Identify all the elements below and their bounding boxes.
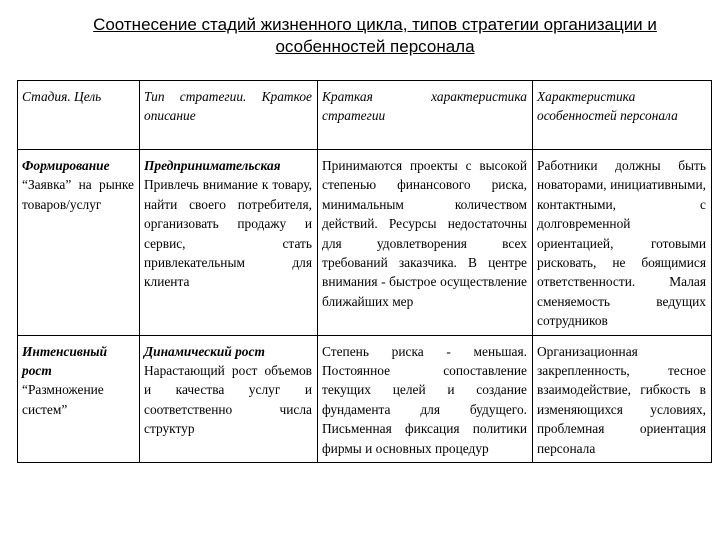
strategy-cell: [140, 335, 318, 462]
table-row: [18, 335, 712, 462]
strategy-title: Динамический рост: [144, 343, 265, 359]
header-stage: Стадия. Цель: [18, 81, 140, 150]
header-strategy-type: Тип стратегии. Краткое описание: [140, 81, 318, 150]
characteristic-cell: Принимаются проекты с высокой степенью финансового риска, минимальным количеством действий. Ресурсы недостаточны для удовлетворения всех требований заказчика. В центре внимания - быстрое осуществление ближайших мер: [318, 150, 533, 336]
stage-title: Формирование: [22, 158, 110, 173]
stage-cell: [18, 335, 140, 462]
stage-goal: “Заявка” на рынке товаров/услуг: [22, 177, 134, 212]
table-header-row: [18, 81, 712, 150]
personnel-cell: Работники должны быть новаторами, инициативными, контактными, с долговременной ориентацией, готовыми рисковать, не боящимися ответственности. Малая сменяемость ведущих сотрудников: [533, 150, 712, 336]
title-line-1: Соотнесение стадий жизненного цикла, типов стратегии организации и: [93, 15, 657, 34]
characteristic-cell: Степень риска - меньшая. Постоянное сопоставление текущих целей и создание фундамента для будущего. Письменная фиксация политики фирмы и основных процедур: [318, 335, 533, 462]
strategy-description: Привлечь внимание к товару, найти своего потребителя, организовать продажу и сервис, стать привлекательным для клиента: [144, 177, 312, 290]
strategy-cell: [140, 150, 318, 336]
stage-goal: “Размножение систем”: [22, 382, 104, 417]
stage-title: Интенсивный рост: [22, 343, 108, 379]
personnel-cell: Организационная закрепленность, тесное взаимодействие, гибкость в изменяющихся условиях, проблемная ориентация персонала: [533, 335, 712, 462]
stage-cell: [18, 150, 140, 336]
title-line-2: особенностей персонала: [275, 37, 475, 56]
strategy-title: Предпринимательская: [144, 158, 281, 173]
lifecycle-table: [17, 80, 712, 463]
page-title: [40, 14, 710, 58]
table-row: [18, 150, 712, 336]
header-strategy-characteristic: Краткая характеристика стратегии: [318, 81, 533, 150]
header-personnel: Характеристика особенностей персонала: [533, 81, 712, 150]
strategy-description: Нарастающий рост объемов и качества услуг и соответственно числа структур: [144, 363, 312, 437]
